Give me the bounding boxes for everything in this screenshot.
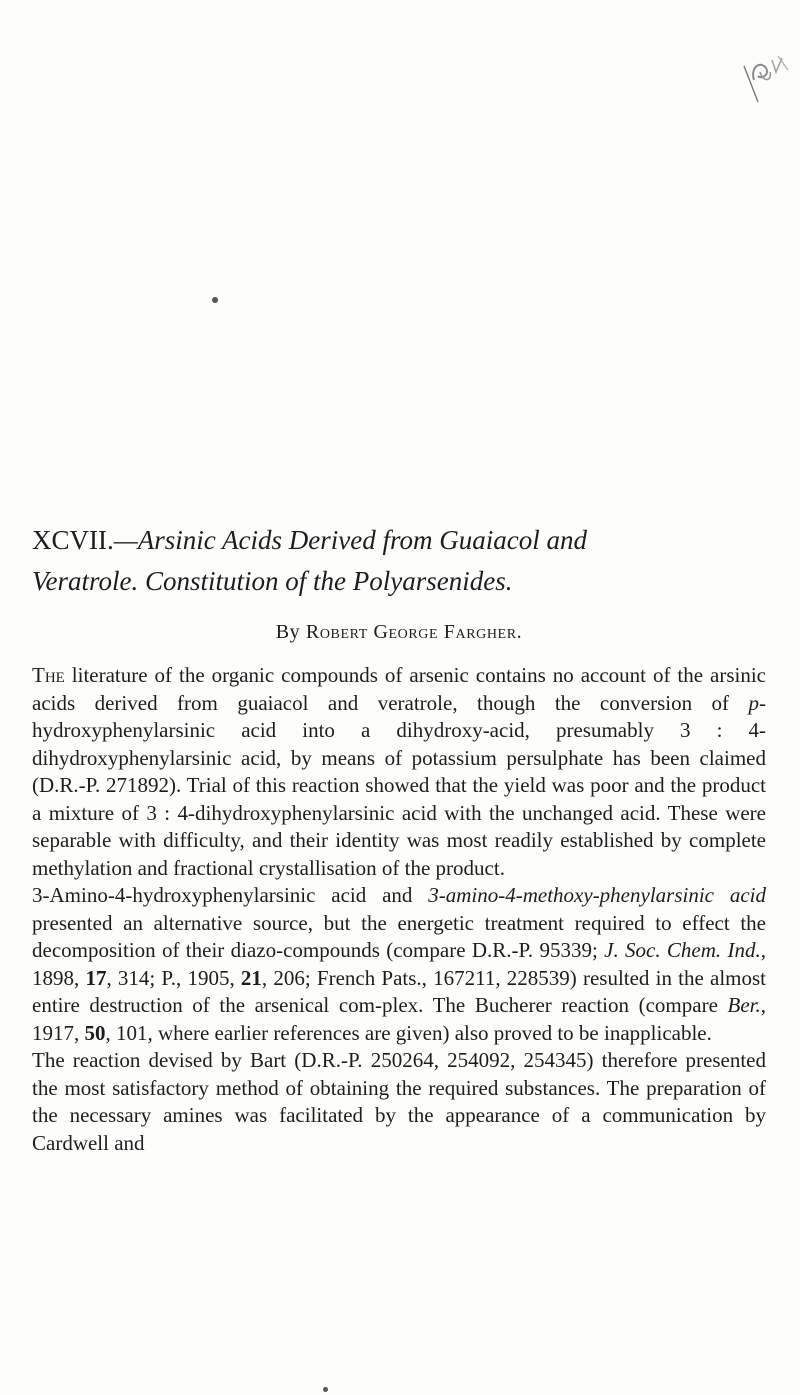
text-run: presented an alternative source, but the energetic treatment required to effect the decomposition of their diazo-compounds (compare D.R.-P. 95339; <box>32 910 766 962</box>
text-run: The reaction devised by Bart (D.R.-P. 250264, 254092, 254345) therefore presented the most satisfactory method of obtaining the required substances. The preparation of the necessary amines was facilitated by the appearance of a communication by Cardwell and <box>32 1048 766 1155</box>
volume-number: 50 <box>84 1020 106 1045</box>
volume-number: 17 <box>85 965 107 990</box>
text-run: , 206; French Pats., 167211, 228539) resulted in the almost entire destruction of the arsenical com-plex. The Bucherer reaction (compare <box>32 965 767 1017</box>
speck <box>212 297 218 303</box>
article-number: XCVII. <box>32 525 114 555</box>
paragraph-1 <box>32 662 766 882</box>
title-line-1: —Arsinic Acids Derived from Guaiacol and <box>113 525 587 555</box>
italic-run: p <box>748 690 759 715</box>
author-name: Robert George Fargher. <box>305 621 523 643</box>
journal-citation: J. Soc. Chem. Ind. <box>604 938 761 962</box>
speck <box>323 1387 328 1392</box>
title-line-2: Veratrole. Constitution of the Polyarsenides. <box>32 566 513 596</box>
byline <box>32 618 766 646</box>
text-run: -hydroxyphenylarsinic acid into a dihydroxy-acid, presumably 3 : 4-dihydroxyphenylarsinic acid, by means of potassium persulphate has been claimed (D.R.-P. 271892). Trial of this reaction showed that the yield was poor and the product a mixture of 3 : 4-dihydroxyphenylarsinic acid with the unchanged acid. These were separable with difficulty, and their identity was most readily established by complete methylation and fractional crystallisation of the product. <box>32 690 766 880</box>
text-run: literature of the organic compounds of arsenic contains no account of the arsinic acids derived from guaiacol and veratrole, though the conversion of <box>32 663 766 715</box>
article <box>32 520 766 1157</box>
handwritten-mark-icon <box>714 50 794 110</box>
text-run: , 1917, <box>32 993 766 1045</box>
text-run: , 101, where earlier references are given) also proved to be inapplicable. <box>105 1020 712 1045</box>
body-text <box>32 662 766 1157</box>
paragraph-2 <box>32 882 766 1047</box>
article-title <box>32 520 766 602</box>
lead-word: The <box>32 663 65 687</box>
italic-run: 3-amino-4-methoxy-phenylarsinic acid <box>428 883 766 907</box>
text-run: , 1898, <box>32 938 766 990</box>
text-run: 3-Amino-4-hydroxyphenylarsinic acid and <box>32 883 429 907</box>
text-run: , 314; P., 1905, <box>106 965 241 990</box>
journal-citation: Ber. <box>727 993 761 1017</box>
volume-number: 21 <box>240 965 262 990</box>
paragraph-3 <box>32 1047 766 1157</box>
byline-prefix: By <box>275 621 301 643</box>
